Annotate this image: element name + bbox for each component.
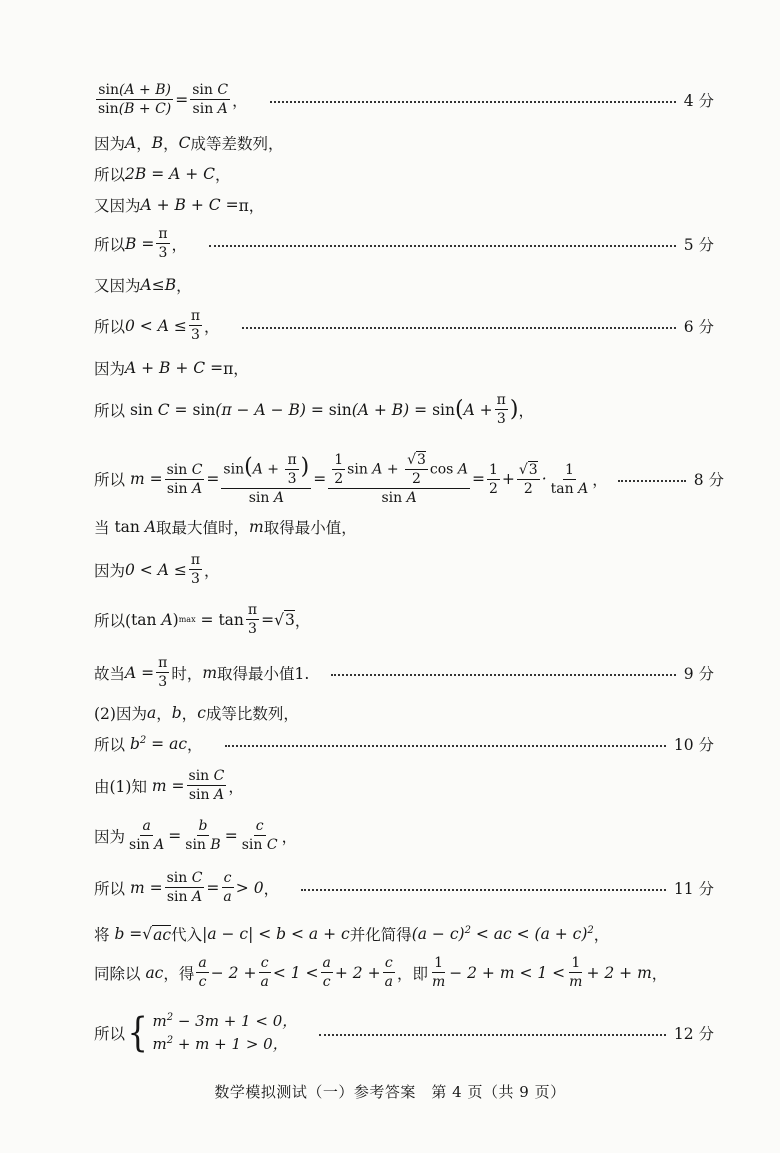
solution-line: 所以 m = $\frac{\text{sin C}}{\text{sin A}}$ = $\frac{c}{a}$ > 0 ， 11 分 bbox=[94, 870, 714, 906]
dot-leader bbox=[209, 245, 676, 247]
score-label: 6 分 bbox=[683, 317, 714, 336]
score-label: 12 分 bbox=[673, 1025, 714, 1044]
solution-line: 又因为 A + B + C = π， bbox=[94, 196, 265, 215]
score-label: 8 分 bbox=[693, 471, 724, 490]
solution-line: 同除以 ac ，得 $\frac{a}{c}$ − 2 + $\frac{c}{a}$ < 1 < $\frac{a}{c}$ + 2 + $\frac{c}{a}$ ，即 $\frac{1}{m}$ − 2 + m < 1 < $\frac{1}{m}$ + 2 + m ， bbox=[94, 955, 668, 991]
dot-leader bbox=[270, 101, 676, 103]
solution-line: 由(1)知 m = $\frac{\text{sin C}}{\text{sin A}}$ ， bbox=[94, 768, 244, 804]
solution-line: 因为 A + B + C = π， bbox=[94, 359, 249, 378]
score-label: 5 分 bbox=[683, 235, 714, 254]
solution-line: 所以( tan A ) max = tan $\frac{\pi}{3}$ = √ 3 ， bbox=[94, 602, 311, 638]
solution-line: 所以 m = $\frac{\text{sin C}}{\text{sin A}}$ = sin(A + $\frac{\pi}{3}$ ) sin A = $\frac{1}{2}$ sin A + $\frac{√3}{2}$ cos A sin A = $\frac{1}{2}$ + $\frac{√3}{2}$ · $\frac{1}{\text{tan A}}$ ， 8 分 bbox=[94, 452, 724, 507]
dot-leader bbox=[301, 889, 666, 891]
solution-line: 因为 0 < A ≤ $\frac{\pi}{3}$ ， bbox=[94, 552, 220, 588]
solution-line: 所以 2B = A + C ， bbox=[94, 165, 231, 184]
solution-line: 所以 0 < A ≤ $\frac{\pi}{3}$ ， 6 分 bbox=[94, 308, 714, 344]
solution-line: $\frac{\sin(A + B)}{\sin(B + C)}$ = $\frac{\text{sin C}}{\text{sin A}}$ ， 4 分 bbox=[98, 82, 714, 118]
solution-line: 所以 sin C = sin(π − A − B) = sin(A + B) = sin ( A + $\frac{\pi}{3}$ ) ， bbox=[94, 392, 534, 428]
dot-leader bbox=[618, 480, 686, 482]
solution-line: 又因为 A≤B ， bbox=[94, 276, 192, 295]
dot-leader bbox=[242, 327, 676, 329]
dot-leader bbox=[331, 674, 675, 676]
solution-line: 当 tan A 取最大值时， m 取得最小值， bbox=[94, 518, 357, 537]
score-label: 10 分 bbox=[673, 736, 714, 754]
solution-line: 所以 $b^2$ = ac ， 10 分 bbox=[94, 734, 714, 754]
dot-leader bbox=[319, 1034, 666, 1036]
score-label: 9 分 bbox=[683, 664, 714, 683]
score-label: 4 分 bbox=[683, 91, 714, 110]
solution-line: (2)因为 a ， b ， c 成等比数列， bbox=[94, 704, 299, 723]
dot-leader bbox=[225, 745, 666, 747]
solution-line: 将 b = √ ac 代入 |a − c| < b < a + c 并化简得 $(a - c)^2$ < ac < $(a + c)^2$ ， bbox=[94, 924, 610, 944]
solution-line: 所以 { $m^2 - 3m + 1 < 0$， $m^2 + m + 1 > 0$， 12 分 bbox=[94, 1010, 714, 1057]
solution-line: 因为 A ， B ， C 成等差数列， bbox=[94, 134, 284, 153]
page-footer: 数学模拟测试（一）参考答案 第 4 页（共 9 页） bbox=[214, 1083, 566, 1101]
solution-line: 因为 $\frac{a}{\text{sin A}}$ = $\frac{b}{\text{sin B}}$ = $\frac{c}{\text{sin C}}$ ， bbox=[94, 818, 298, 854]
solution-line: 故当 A = $\frac{\pi}{3}$ 时， m 取得最小值1. 9 分 bbox=[94, 655, 714, 691]
score-label: 11 分 bbox=[673, 879, 714, 898]
solution-line: 所以 B = $\frac{\pi}{3}$ ， 5 分 bbox=[94, 226, 714, 262]
